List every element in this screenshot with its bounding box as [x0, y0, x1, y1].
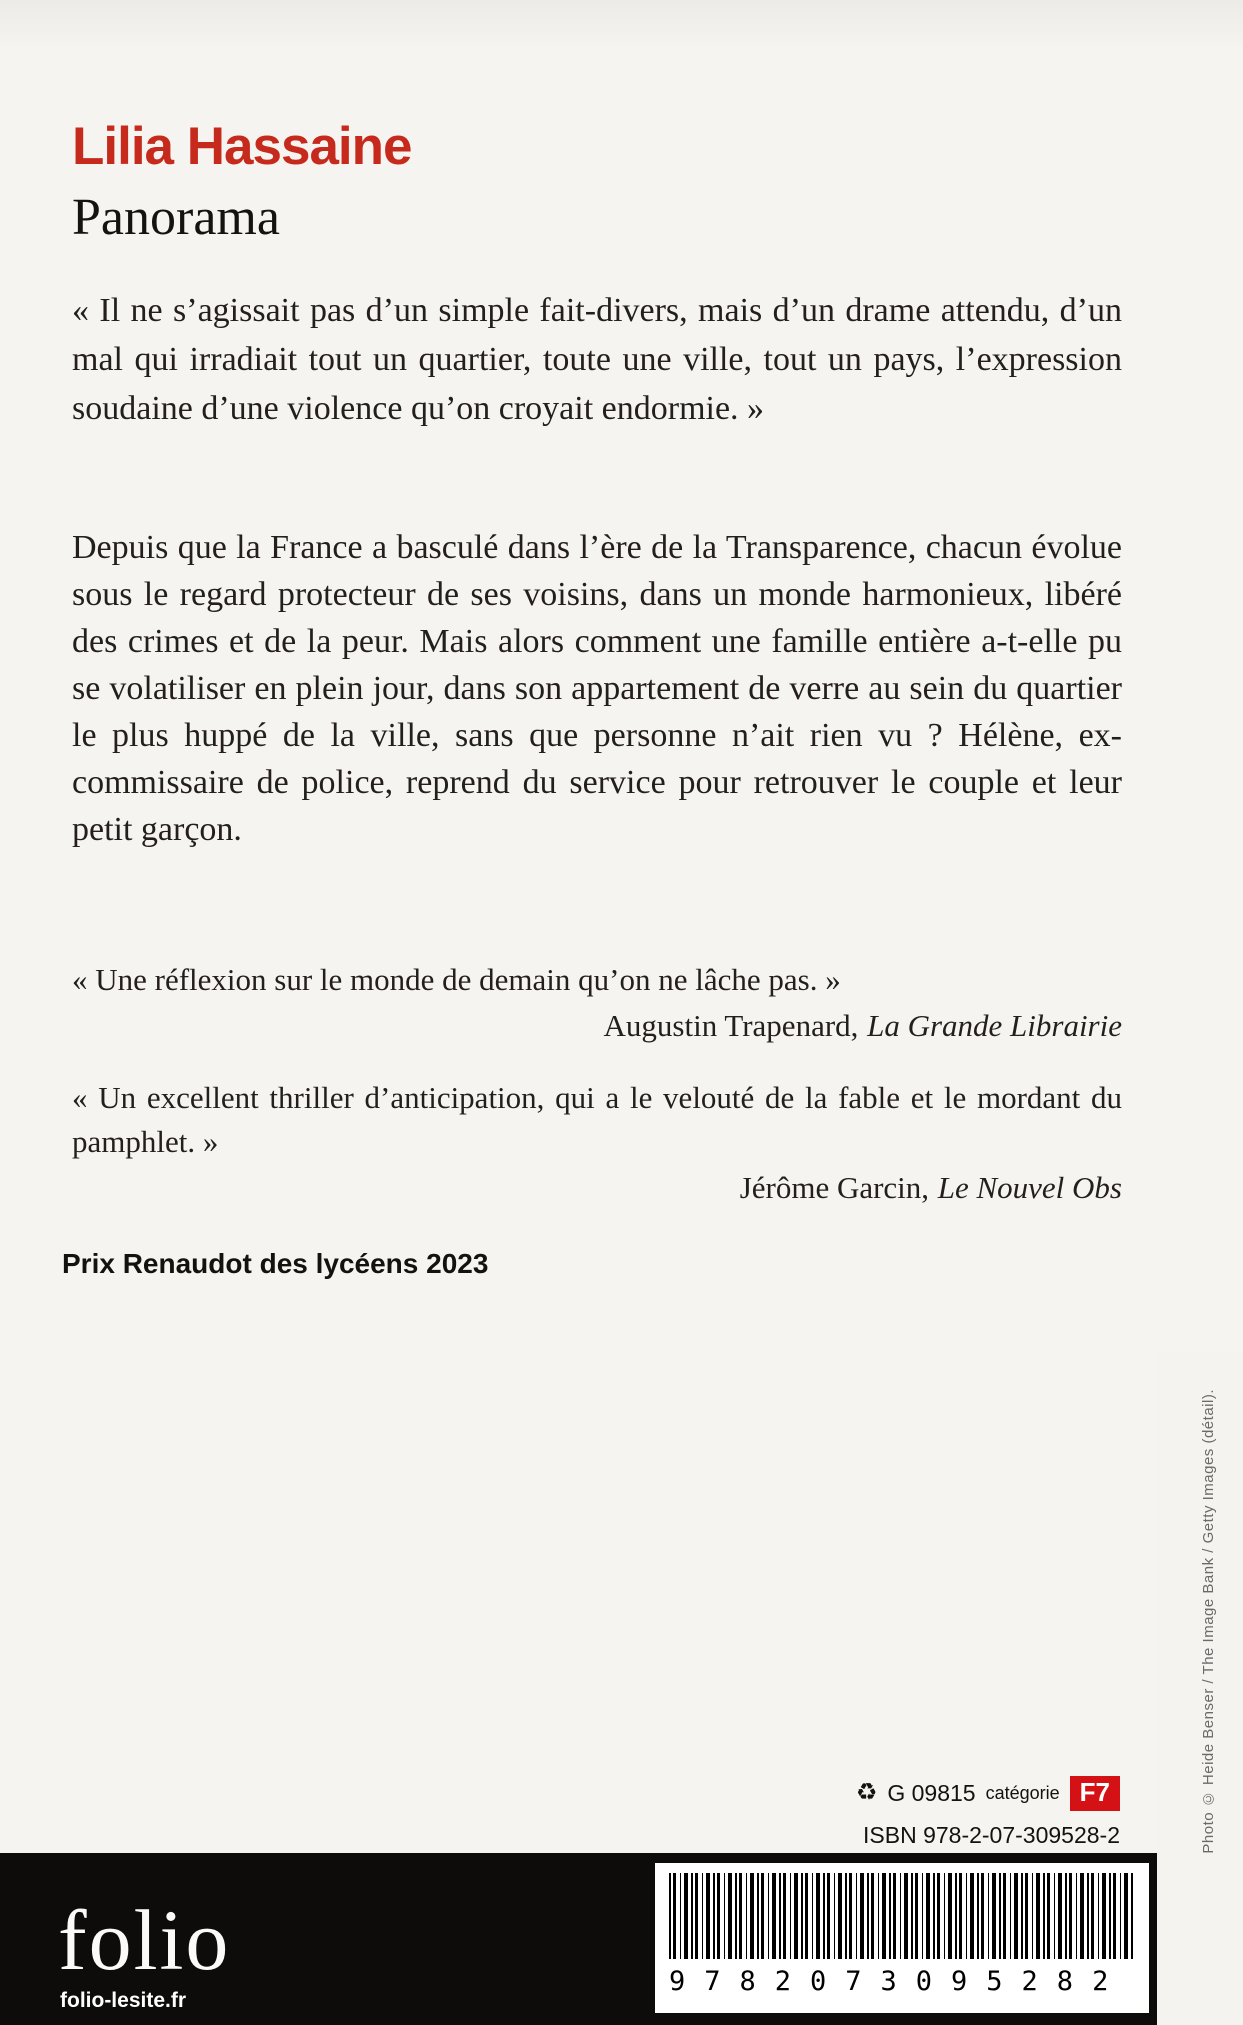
- review-source-2: Le Nouvel Obs: [937, 1170, 1122, 1205]
- review-quote-2: « Un excellent thriller d’anticipation, qui a le velouté de la fable et le mordant du pamphlet. »: [72, 1080, 1122, 1159]
- review-quote-1: « Une réflexion sur le monde de demain qu’on ne lâche pas. »: [72, 962, 841, 997]
- reviewer-name-2: Jérôme Garcin,: [739, 1170, 930, 1205]
- review-attribution-2: [72, 1170, 1122, 1206]
- category-line: [856, 1776, 1120, 1811]
- synopsis-text: Depuis que la France a basculé dans l’ère de la Transparence, chacun évolue sous le regard protecteur de ses voisins, dans un monde harmonieux, libéré des crimes et de la peur. Mais alors comment une famille entière a-t-elle pu se volatiliser en plein jour, dans son appartement de verre au sein du quartier le plus huppé de la ville, sans que personne n’ait rien vu ? Hélène, ex-commissaire de police, reprend du service pour retrouver le couple et leur petit garçon.: [72, 529, 1122, 848]
- triman-recycle-icon: ♻: [855, 1779, 878, 1807]
- category-code: G 09815: [887, 1779, 976, 1806]
- photo-credit-column: [1157, 1353, 1243, 2025]
- barcode: [655, 1863, 1149, 2013]
- barcode-digits: 9782073095282: [669, 1966, 1128, 1997]
- folio-logo: folio: [58, 1892, 231, 1988]
- photo-credit: Photo © Heide Benser / The Image Bank / Getty Images (détail).: [1200, 1389, 1217, 1854]
- barcode-bars: [669, 1873, 1135, 1959]
- category-label: catégorie: [985, 1782, 1060, 1803]
- review-attribution-1: [72, 1008, 1122, 1044]
- excerpt-quote: « Il ne s’agissait pas d’un simple fait-divers, mais d’un drame attendu, d’un mal qui irradiait tout un quartier, toute une ville, tout un pays, l’expression soudaine d’une violence qu’on croyait endormie. »: [72, 292, 1122, 427]
- reviewer-name-1: Augustin Trapenard,: [603, 1008, 859, 1043]
- isbn-text: ISBN 978-2-07-309528-2: [863, 1822, 1120, 1848]
- review-source-1: La Grande Librairie: [867, 1008, 1122, 1043]
- author-name: Lilia Hassaine: [72, 117, 412, 176]
- category-badge: F7: [1070, 1776, 1120, 1811]
- book-title: Panorama: [72, 189, 280, 246]
- publisher-website: folio-lesite.fr: [60, 1989, 187, 2012]
- award-line: Prix Renaudot des lycéens 2023: [62, 1248, 489, 1279]
